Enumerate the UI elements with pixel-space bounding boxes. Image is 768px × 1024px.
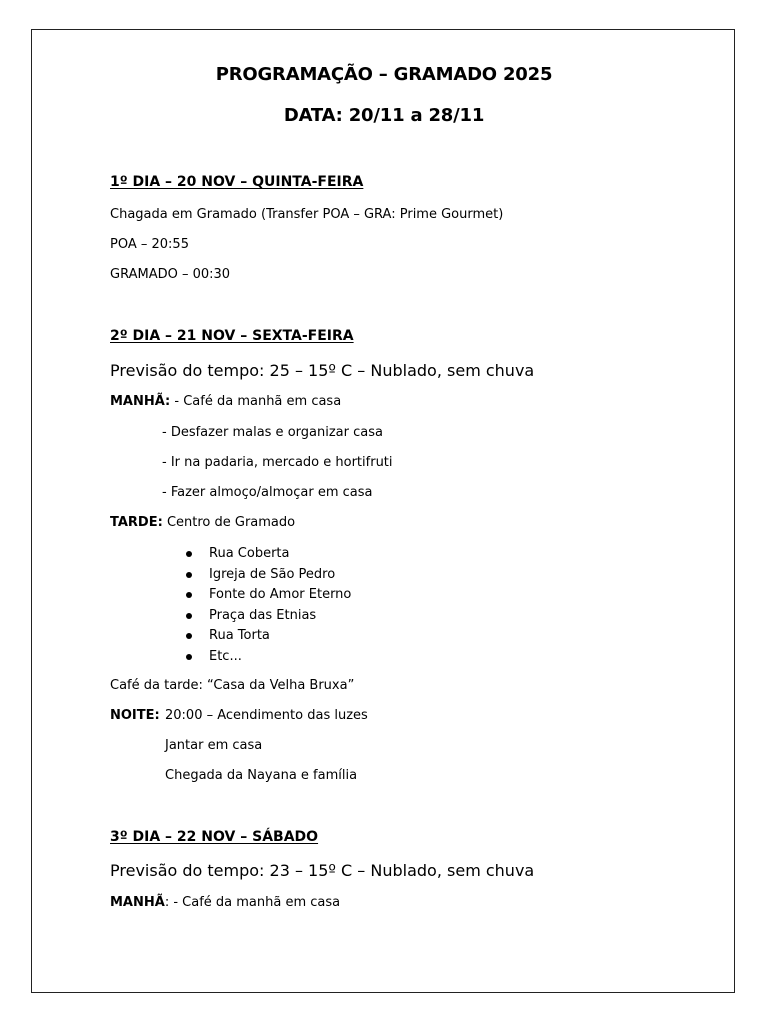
day2-morning-item: - Fazer almoço/almoçar em casa [162, 485, 373, 500]
list-item-label: Igreja de São Pedro [209, 566, 336, 582]
day2-afternoon-text: Centro de Gramado [162, 515, 296, 530]
day1-arrival-line: Chagada em Gramado (Transfer POA – GRA: Prime Gourmet) [110, 207, 504, 222]
day2-weather: Previsão do tempo: 25 – 15º C – Nublado, sem chuva [110, 361, 535, 380]
list-item-label: Rua Torta [209, 628, 270, 644]
day2-night-item: Chegada da Nayana e família [165, 768, 358, 783]
bullet-icon [186, 654, 192, 660]
list-item-label: Rua Coberta [209, 546, 290, 561]
bullet-icon [186, 592, 192, 598]
list-item [184, 647, 351, 668]
day1-heading: 1º DIA – 20 NOV – QUINTA-FEIRA [110, 174, 364, 190]
day2-morning-line [110, 395, 341, 408]
list-item [184, 585, 351, 606]
day3-heading: 3º DIA – 22 NOV – SÁBADO [110, 829, 319, 845]
day2-afternoon-cafe: Café da tarde: “Casa da Velha Bruxa” [110, 678, 355, 693]
day2-afternoon-line [110, 516, 295, 529]
list-item [184, 544, 351, 565]
day2-heading: 2º DIA – 21 NOV – SEXTA-FEIRA [110, 328, 354, 344]
document-date: DATA: 20/11 a 28/11 [283, 105, 485, 126]
day2-night-item: 20:00 – Acendimento das luzes [165, 708, 368, 723]
day1-poa-time: POA – 20:55 [110, 237, 189, 252]
day3-morning-line [110, 896, 340, 909]
list-item [184, 626, 351, 647]
list-item [184, 606, 351, 627]
list-item-label: Fonte do Amor Eterno [209, 587, 352, 603]
day2-morning-label: MANHÃ: [110, 394, 171, 409]
list-item-label: Etc... [209, 648, 242, 664]
bullet-icon [186, 633, 192, 639]
day2-night-item: Jantar em casa [165, 738, 263, 753]
bullet-icon [186, 613, 192, 619]
list-item-label: Praça das Etnias [209, 607, 317, 623]
day2-afternoon-label: TARDE: [110, 515, 163, 530]
document-title: PROGRAMAÇÃO – GRAMADO 2025 [215, 64, 553, 85]
day3-morning-text: : - Café da manhã em casa [164, 895, 341, 910]
day2-morning-item: - Desfazer malas e organizar casa [162, 425, 383, 440]
day2-night-label: NOITE: [110, 708, 160, 723]
day2-morning-item: - Ir na padaria, mercado e hortifruti [162, 455, 393, 470]
bullet-icon [186, 551, 192, 557]
day3-weather: Previsão do tempo: 23 – 15º C – Nublado, sem chuva [110, 861, 535, 880]
bullet-icon [186, 572, 192, 578]
list-item [184, 565, 351, 586]
day1-gramado-time: GRAMADO – 00:30 [110, 267, 231, 282]
day2-afternoon-bullet-list [184, 544, 351, 668]
day2-morning-first-item: - Café da manhã em casa [170, 394, 342, 409]
day3-morning-label: MANHÃ [110, 895, 165, 910]
document-page [31, 29, 735, 993]
